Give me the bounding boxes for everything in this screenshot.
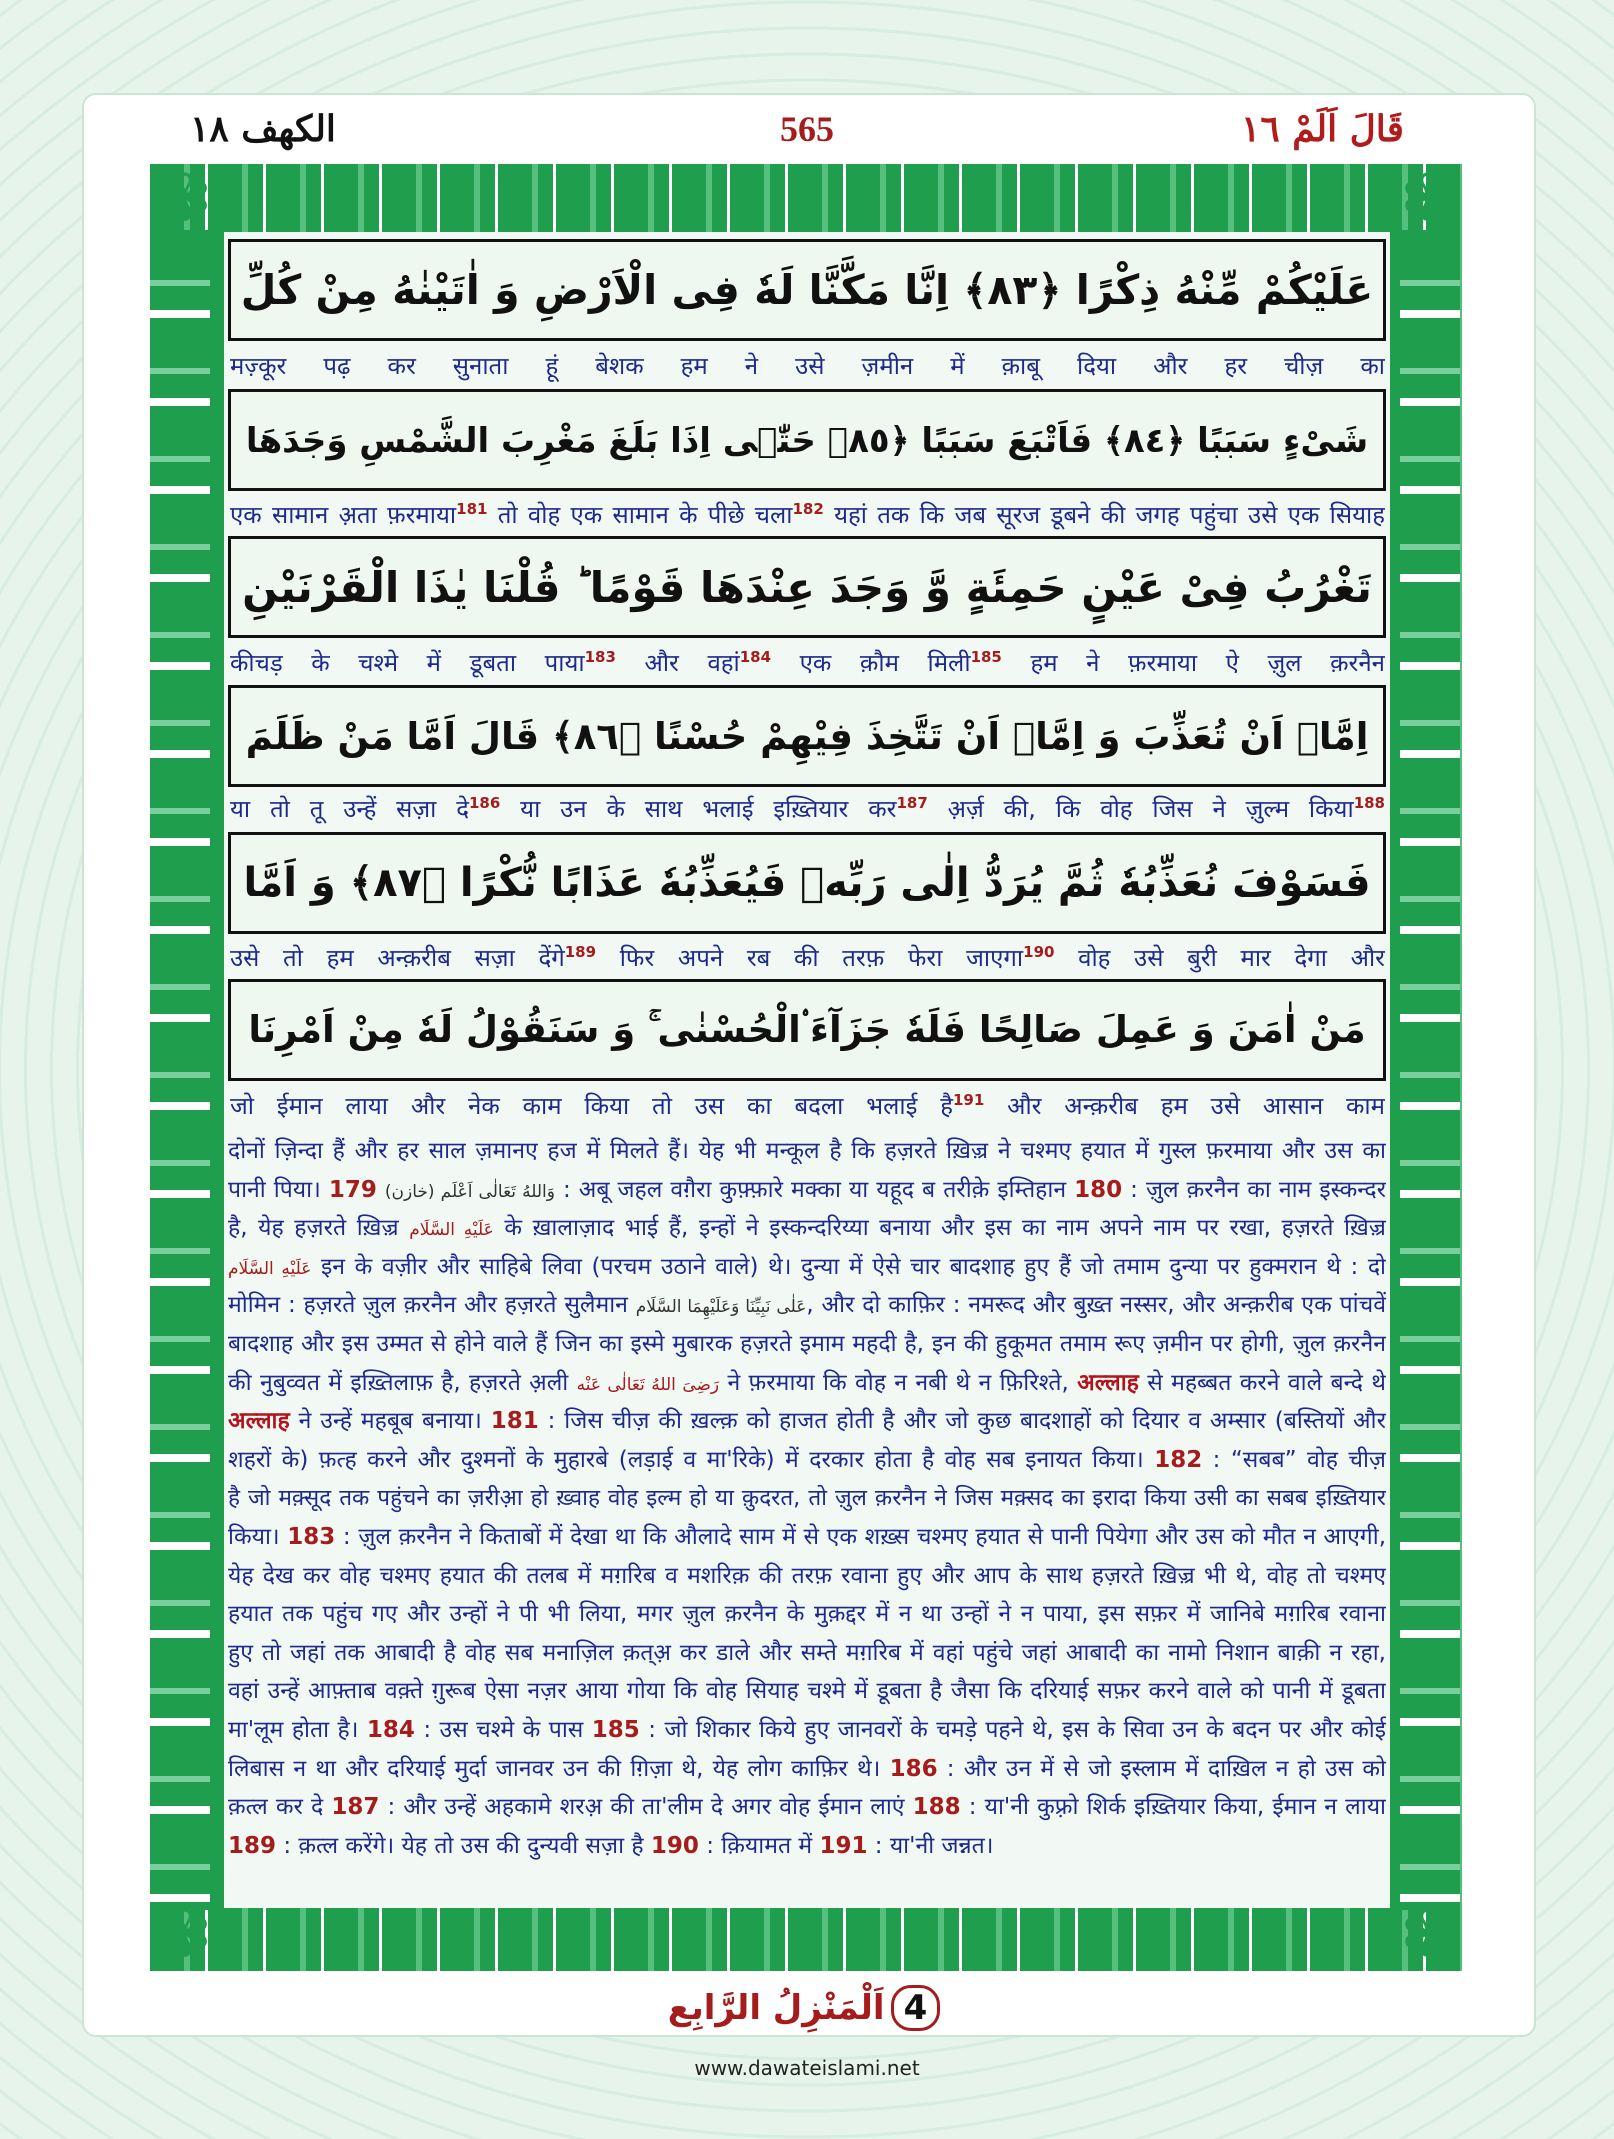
footnote-number: 185 bbox=[591, 1717, 640, 1743]
text-segment: : और उन्हें अहकामे शरअ़ की ता'लीम दे अगर वोह ईमान लाएं bbox=[379, 1794, 913, 1821]
commentary-line bbox=[228, 1479, 1386, 1517]
footnote-marker: 189 bbox=[564, 943, 597, 961]
text-segment: और वहां bbox=[615, 649, 740, 677]
commentary-line bbox=[228, 1711, 1386, 1749]
manzil-text: اَلْمَنْزِلُ الرَّابِع bbox=[667, 1988, 885, 2028]
commentary-line bbox=[228, 1286, 1386, 1324]
text-segment: हयात तक पहुंच गए और उन्हों ने पी भी लिया, मगर ज़ुल क़रनैन के मुक़द्दर में न था उन्हों ने न पाया, इस सफ़र में जानिबे मग़रिब रवाना bbox=[228, 1601, 1386, 1628]
arabic-phrase: وَاللهُ تَعَالٰى اَعْلَم (خازن) bbox=[384, 1181, 555, 1202]
page-number: 565 bbox=[780, 109, 834, 149]
text-segment: या उन के साथ भलाई इख़्तियार कर bbox=[500, 795, 897, 823]
text-segment: हुए तो जहां तक आबादी है वोह सब मनाज़िल क़त्अ़ कर डाले और सम्ते मग़रिब में वहां पहुंचे जहां आबादी का नामो निशान बाक़ी न रहा, bbox=[228, 1639, 1386, 1666]
arabic-honorific: رَضِیَ اللهُ تَعَالٰی عَنْه bbox=[576, 1374, 720, 1395]
commentary-line bbox=[228, 1402, 1386, 1440]
text-segment: : जिस चीज़ की ख़ल्क़ को हाजत होती है और जो कुछ बादशाहों को दियार व अम्सार (बस्तियों और bbox=[538, 1408, 1386, 1435]
arabic-honorific: عَلَيْهِ السَّلَام bbox=[409, 1220, 494, 1241]
text-segment: और अन्क़रीब हम उसे आसान काम bbox=[984, 1092, 1385, 1120]
commentary-line bbox=[228, 1171, 1386, 1209]
text-segment: : और उन में से जो इस्लाम में दाख़िल न हो उस को bbox=[937, 1755, 1386, 1782]
translation-line bbox=[230, 645, 1385, 681]
manzil-label bbox=[0, 1985, 1614, 2031]
text-segment: दोनों ज़िन्दा हैं और हर साल ज़मानए हज में मिलते हैं। येह भी मन्कूल है कि हज़रते ख़िज़्र ने चश्मए हयात में गुस्ल फ़रमाया और उस का bbox=[228, 1138, 1386, 1164]
text-segment: मा'लूम होता है। bbox=[228, 1717, 367, 1743]
text-segment: क़त्ल कर दे bbox=[228, 1794, 332, 1821]
text-segment: लिबास न था और दरियाई मुर्दा जानवर उन की ग़िज़ा थे, येह लोग काफ़िर थे। bbox=[228, 1755, 890, 1782]
text-segment: एक क़ौम मिली bbox=[771, 649, 971, 677]
ornamental-border-left bbox=[150, 230, 210, 1910]
text-segment: : “सबब” वोह चीज़ bbox=[1202, 1446, 1386, 1473]
text-segment: जो ईमान लाया और नेक काम किया तो उस का बदला भलाई है bbox=[230, 1092, 953, 1120]
footnote-number: 186 bbox=[889, 1755, 938, 1782]
text-segment: अ़र्ज़ की, कि वोह जिस ने ज़ुल्म किया bbox=[927, 795, 1354, 823]
surah-name: الكهف ١٨ bbox=[190, 108, 336, 150]
commentary-line bbox=[228, 1441, 1386, 1479]
footnote-number: 181 bbox=[490, 1408, 539, 1435]
footnote-number: 187 bbox=[331, 1794, 380, 1821]
juz-name: قَالَ اَلَمْ ١٦ bbox=[1240, 108, 1404, 150]
text-segment: यहां तक कि जब सूरज डूबने की जगह पहुंचा उसे एक सियाह bbox=[823, 501, 1385, 529]
commentary-line bbox=[228, 1557, 1386, 1595]
commentary-line bbox=[228, 1518, 1386, 1556]
ayah-box bbox=[228, 536, 1386, 638]
arabic-phrase: عَلٰی نَبِیِّنَا وَعَلَیْهِمَا السَّلَام bbox=[635, 1297, 807, 1318]
translation-line bbox=[230, 791, 1385, 827]
footnote-marker: 181 bbox=[456, 500, 488, 518]
translation-line bbox=[230, 497, 1385, 533]
commentary-line bbox=[228, 1209, 1386, 1247]
footnote-number: 188 bbox=[912, 1794, 961, 1821]
footnote-number: 179 bbox=[328, 1176, 377, 1203]
footnote-number: 180 bbox=[1074, 1176, 1123, 1203]
commentary-line bbox=[228, 1325, 1386, 1363]
ayah-box bbox=[228, 685, 1386, 787]
text-segment: शहरों के) फ़त्ह करने और दुश्मनों के मुहारबे (लड़ाई व मा'रिके) में दरकार होता है वोह सब इनायत किया। bbox=[228, 1446, 1155, 1473]
text-segment: : अबू जहल वग़ैरा कुफ़्फ़ारे मक्का या यहूद ब तरीक़े इम्तिहान bbox=[554, 1176, 1075, 1203]
commentary-line bbox=[228, 1788, 1386, 1826]
text-segment: : उस चश्मे के पास bbox=[414, 1717, 592, 1743]
text-segment: किया। bbox=[228, 1524, 288, 1550]
footnote-number: 184 bbox=[366, 1717, 415, 1743]
ayah-box bbox=[228, 389, 1386, 491]
footnote-number: 182 bbox=[1154, 1446, 1203, 1473]
translation-line bbox=[230, 348, 1385, 384]
ayah-text: تَغْرُبُ فِیْ عَیْنٍ حَمِئَةٍ وَّ وَجَدَ عِنْدَهَا قَوْمًا ؕ قُلْنَا یٰذَا الْقَرْنَیْنِ bbox=[242, 562, 1372, 612]
text-segment: मज़्कूर पढ़ कर सुनाता हूं बेशक हम ने उसे ज़मीन में क़ाबू दिया और हर चीज़ का bbox=[230, 352, 1385, 380]
text-segment: कीचड़ के चश्मे में डूबता पाया bbox=[230, 649, 585, 677]
footnote-marker: 183 bbox=[584, 648, 616, 666]
footnote-number: 189 bbox=[228, 1832, 277, 1859]
text-segment: : या'नी जन्नत। bbox=[867, 1832, 994, 1859]
text-segment: वहां उन्हें आफ़्ताब वक़्ते ग़ुरूब ऐसा नज़र आया गोया कि वोह सियाह चश्मे में डूबता है जैसा कि दरियाई सफ़र करने वाले को पानी में डूबता bbox=[228, 1678, 1386, 1705]
translation-line bbox=[230, 1088, 1385, 1124]
website-link[interactable]: www.dawateislami.net bbox=[694, 2056, 920, 2080]
commentary-line bbox=[228, 1750, 1386, 1788]
commentary-line bbox=[228, 1364, 1386, 1402]
ayah-text: مَنْ اٰمَنَ وَ عَمِلَ صَالِحًا فَلَهٗ جَزَآءَ ۟الْحُسْنٰى ۚ وَ سَنَقُوْلُ لَهٗ مِنْ اَمْرِنَا bbox=[248, 1008, 1366, 1051]
commentary-line bbox=[228, 1595, 1386, 1633]
ornamental-border-right bbox=[1400, 230, 1460, 1910]
ayah-box bbox=[228, 979, 1386, 1081]
text-segment: येह देख कर वोह चश्मए हयात की तलब में मग़रिब व मशरिक़ की तरफ़ रवाना हुए और आप के साथ हज़रते ख़िज़्र भी थे, वोह तो चश्मए bbox=[228, 1562, 1386, 1589]
text-segment: इन के वज़ीर और साहिबे लिवा (परचम उठाने वाले) थे। दुन्या में ऐसे चार बादशाह हुए हैं जो तमाम दुन्या पर हुक्मरान थे : दो bbox=[311, 1253, 1386, 1280]
translation-line bbox=[230, 940, 1385, 976]
ayah-text: شَیْءٍ سَبَبًا ﴿٨٤﴾ فَاَتْبَعَ سَبَبًا ﴿٨٥﴾ حَتّٰۤى اِذَا بَلَغَ مَغْرِبَ الشَّمْسِ وَجَدَهَا bbox=[245, 420, 1369, 461]
text-segment: : या'नी कुफ़्रो शिर्क इख़्तियार किया, ईमान न लाया bbox=[960, 1794, 1386, 1821]
text-segment: : ज़ुल क़रनैन का नाम इस्कन्दर bbox=[1122, 1176, 1386, 1203]
allah-name: अल्लाह bbox=[1077, 1368, 1139, 1396]
footnote-marker: 188 bbox=[1353, 794, 1385, 812]
text-segment: ने फ़रमाया कि वोह न नबी थे न फ़िरिश्ते, bbox=[719, 1369, 1078, 1396]
footnote-marker: 184 bbox=[739, 648, 772, 666]
footnote-marker: 191 bbox=[952, 1091, 985, 1109]
manzil-number: 4 bbox=[891, 1985, 941, 2031]
text-segment bbox=[377, 1177, 385, 1203]
footnote-number: 190 bbox=[650, 1832, 699, 1859]
text-segment: वोह उसे बुरी मार देगा और bbox=[1054, 944, 1385, 972]
arabic-honorific: عَلَيْهِ السَّلَام bbox=[228, 1258, 312, 1279]
commentary-line bbox=[228, 1248, 1386, 1286]
ayah-text: عَلَيْكُمْ مِّنْهُ ذِكْرًا ﴿٨٣﴾ اِنَّا مَكَّنَّا لَهٗ فِی الْاَرْضِ وَ اٰتَیْنٰهُ مِنْ كُلِّ bbox=[240, 266, 1374, 314]
text-segment: है जो मक़्सूद तक पहुंचने का ज़रीआ़ हो ख़्वाह वोह इल्म हो या क़ुदरत, तो ज़ुल क़रनैन ने जिस मक़्सद का इरादा किया उसी का सबब इख़्तियार bbox=[228, 1485, 1386, 1512]
ayah-box bbox=[228, 239, 1386, 341]
ayah-box bbox=[228, 832, 1386, 934]
commentary-line bbox=[228, 1132, 1386, 1170]
footnote-number: 183 bbox=[287, 1524, 336, 1550]
text-segment: हम ने फ़रमाया ऐ ज़ुल क़रनैन bbox=[1001, 649, 1385, 677]
text-segment: : जो शिकार किये हुए जानवरों के चमड़े पहने थे, इस के सिवा उन के बदन पर और कोई bbox=[639, 1717, 1386, 1743]
text-segment: एक सामान अ़ता फ़रमाया bbox=[230, 501, 457, 529]
text-segment: : क़त्ल करेंगे। येह तो उस की दुन्यवी सज़ा है bbox=[276, 1832, 651, 1859]
corner-flower-icon: ✾ bbox=[1400, 162, 1454, 236]
text-segment: से महब्बत करने वाले बन्दे थे bbox=[1138, 1369, 1386, 1396]
corner-flower-icon: ✾ bbox=[158, 162, 212, 236]
footnote-marker: 182 bbox=[792, 500, 824, 518]
footnote-marker: 186 bbox=[469, 794, 501, 812]
commentary-line bbox=[228, 1827, 1386, 1865]
text-segment: तो वोह एक सामान के पीछे चला bbox=[487, 501, 793, 529]
text-segment: : ज़ुल क़रनैन ने किताबों में देखा था कि औलादे साम में से एक शख़्स चश्मए हयात से पानी पियेगा और उस को मौत न आएगी, bbox=[335, 1524, 1386, 1550]
footnote-number: 191 bbox=[819, 1832, 868, 1859]
text-segment: बादशाह और इस उम्मत से होने वाले हैं जिन का इस्मे मुबारक हज़रते इमाम महदी है, इन की हुकूमत तमाम रूए ज़मीन पर होगी, ज़ुल क़रनैन bbox=[228, 1331, 1386, 1357]
text-segment: पानी पिया। bbox=[228, 1176, 329, 1203]
commentary-line bbox=[228, 1634, 1386, 1672]
text-segment: या तो तू उन्हें सज़ा दे bbox=[230, 795, 469, 823]
footnote-marker: 187 bbox=[896, 794, 928, 812]
text-segment: : क़ियामत में bbox=[698, 1832, 820, 1859]
corner-flower-icon: ✾ bbox=[1400, 1898, 1454, 1972]
allah-name: अल्लाह bbox=[228, 1407, 290, 1435]
text-segment: फिर अपने रब की तरफ़ फेरा जाएगा bbox=[596, 944, 1024, 972]
text-segment: की नुबुव्वत में इख़्तिलाफ़ है, हज़रते अ़ली bbox=[228, 1369, 577, 1396]
ayah-text: فَسَوْفَ نُعَذِّبُهٗ ثُمَّ یُرَدُّ اِلٰى رَبِّهٖ فَیُعَذِّبُهٗ عَذَابًا نُّكْرًا ﴿٨٧﴾ وَ اَمَّا bbox=[243, 860, 1371, 906]
text-segment: ने उन्हें महबूब बनाया। bbox=[289, 1408, 491, 1435]
text-segment: उसे तो हम अन्क़रीब सज़ा देंगे bbox=[230, 944, 565, 972]
text-segment: के ख़ालाज़ाद भाई हैं, इन्हों ने इस्कन्दरिय्या बनाया और इस का नाम अपने नाम पर रखा, हज़रते ख़िज़्र bbox=[493, 1215, 1386, 1242]
text-segment: , और दो काफ़िर : नमरूद और बुख़्त नस्सर, और अन्क़रीब एक पांचवें bbox=[806, 1292, 1386, 1319]
ayah-text: اِمَّاۤ اَنْ تُعَذِّبَ وَ اِمَّاۤ اَنْ تَتَّخِذَ فِیْهِمْ حُسْنًا ﴿٨٦﴾ قَالَ اَمَّا مَنْ ظَلَمَ bbox=[245, 714, 1369, 758]
footnote-marker: 185 bbox=[970, 648, 1002, 666]
text-segment: है, येह हज़रते ख़िज़्र bbox=[228, 1215, 410, 1242]
commentary-line bbox=[228, 1672, 1386, 1710]
text-segment: मोमिन : हज़रते ज़ुल क़रनैन और हज़रते सुलैमान bbox=[228, 1292, 636, 1319]
corner-flower-icon: ✾ bbox=[158, 1898, 212, 1972]
footnote-marker: 190 bbox=[1023, 943, 1055, 961]
